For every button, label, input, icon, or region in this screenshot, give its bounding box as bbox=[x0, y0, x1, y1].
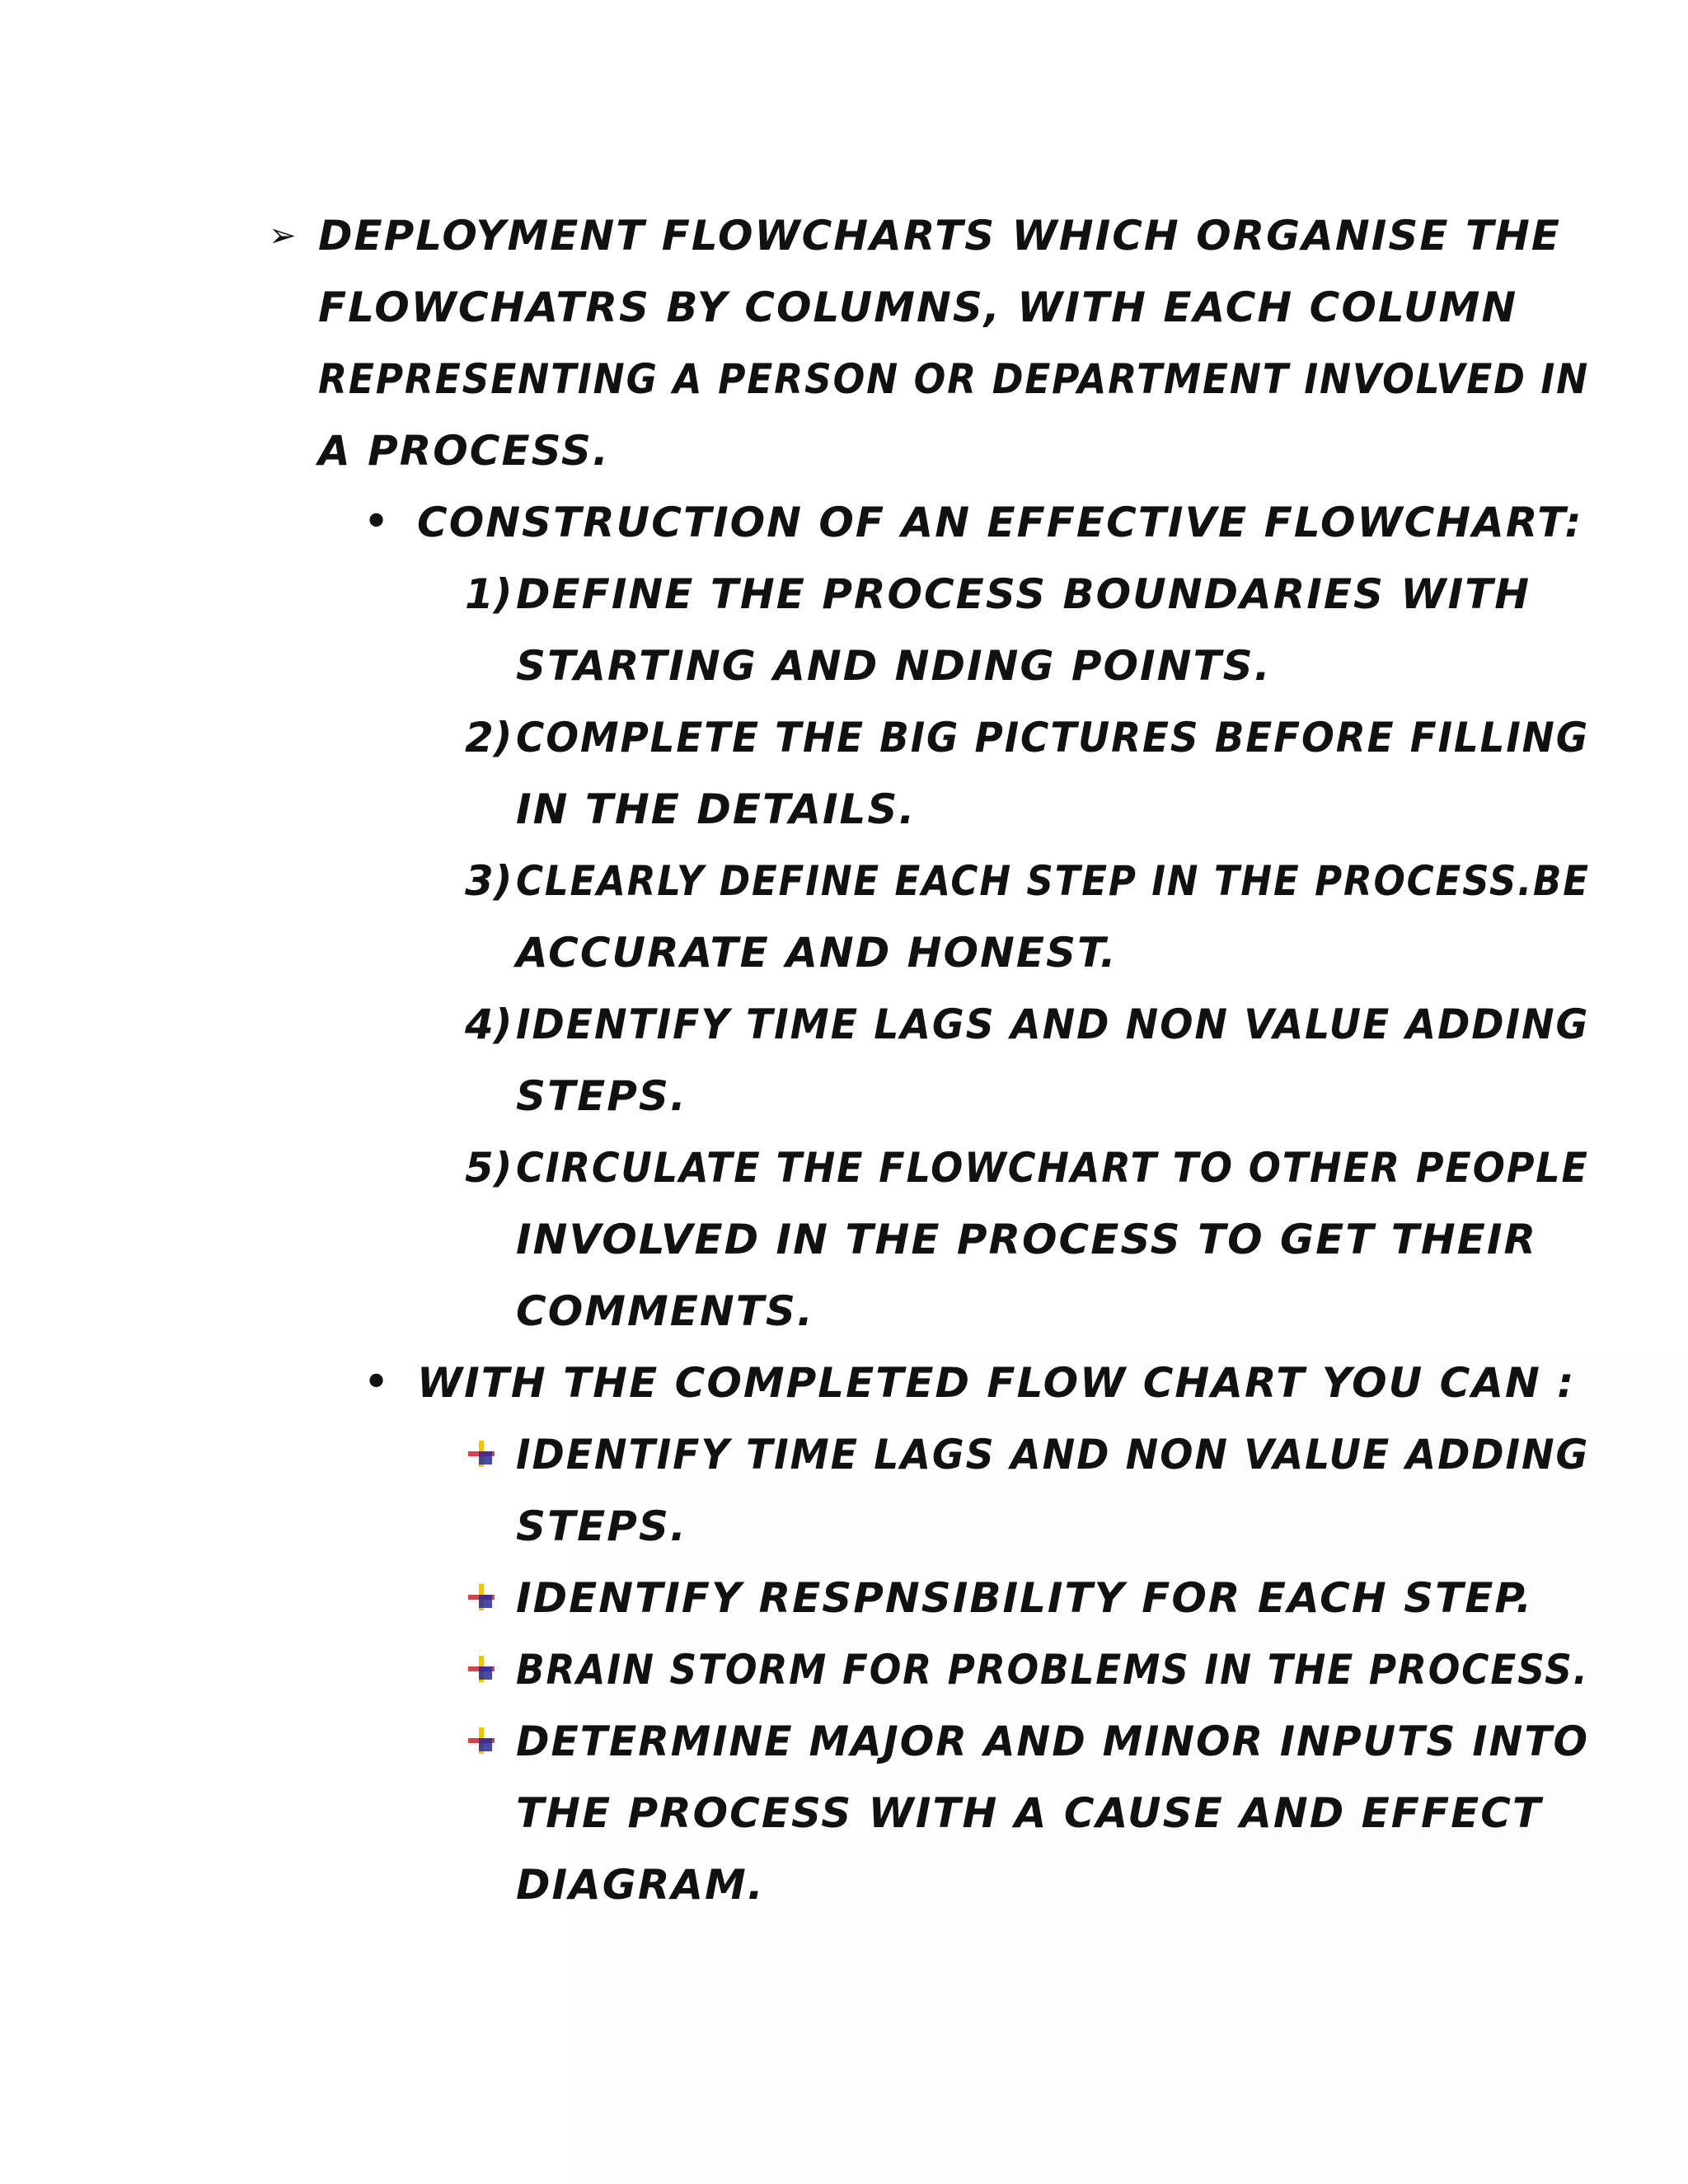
plus-bullet-icon bbox=[467, 1582, 496, 1612]
plus-bullet-icon bbox=[467, 1439, 496, 1469]
step-number-4: 4) bbox=[465, 1001, 513, 1048]
completed-item-4-line-3: DIAGRAM. bbox=[516, 1861, 765, 1909]
completed-item-1-line-1: IDENTIFY TIME LAGS AND NON VALUE ADDING bbox=[516, 1431, 1590, 1479]
step-5-line-2: INVOLVED IN THE PROCESS TO GET THEIR bbox=[516, 1216, 1537, 1263]
section-line-1: DEPLOYMENT FLOWCHARTS WHICH ORGANISE THE bbox=[318, 212, 1562, 260]
step-number-3: 3) bbox=[465, 857, 513, 905]
completed-item-2-line-1: IDENTIFY RESPNSIBILITY FOR EACH STEP. bbox=[516, 1574, 1534, 1622]
step-3-line-1: CLEARLY DEFINE EACH STEP IN THE PROCESS.BE bbox=[516, 857, 1590, 905]
step-3-line-2: ACCURATE AND HONEST. bbox=[516, 929, 1118, 977]
construction-heading: CONSTRUCTION OF AN EFFECTIVE FLOWCHART: bbox=[417, 499, 1583, 546]
step-5-line-1: CIRCULATE THE FLOWCHART TO OTHER PEOPLE bbox=[516, 1144, 1589, 1192]
step-1-line-1: DEFINE THE PROCESS BOUNDARIES WITH bbox=[516, 570, 1531, 618]
completed-item-1-line-2: STEPS. bbox=[516, 1502, 687, 1550]
step-number-2: 2) bbox=[465, 714, 513, 762]
section-line-4: A PROCESS. bbox=[318, 427, 610, 475]
step-2-line-2: IN THE DETAILS. bbox=[516, 785, 917, 833]
completed-item-4-line-2: THE PROCESS WITH A CAUSE AND EFFECT bbox=[516, 1789, 1543, 1837]
completed-item-4-line-1: DETERMINE MAJOR AND MINOR INPUTS INTO bbox=[516, 1718, 1589, 1765]
bullet-dot-icon: • bbox=[363, 1356, 391, 1409]
plus-bullet-icon bbox=[467, 1726, 496, 1755]
completed-heading: WITH THE COMPLETED FLOW CHART YOU CAN : bbox=[417, 1359, 1576, 1407]
step-2-line-1: COMPLETE THE BIG PICTURES BEFORE FILLING bbox=[516, 714, 1590, 762]
bullet-dot-icon: • bbox=[363, 495, 391, 549]
step-number-1: 1) bbox=[465, 570, 513, 618]
step-4-line-1: IDENTIFY TIME LAGS AND NON VALUE ADDING bbox=[516, 1001, 1590, 1048]
step-1-line-2: STARTING AND NDING POINTS. bbox=[516, 642, 1272, 690]
section-line-2: FLOWCHATRS BY COLUMNS, WITH EACH COLUMN bbox=[318, 284, 1518, 331]
completed-item-3-line-1: BRAIN STORM FOR PROBLEMS IN THE PROCESS. bbox=[516, 1646, 1589, 1694]
step-4-line-2: STEPS. bbox=[516, 1072, 687, 1120]
plus-bullet-icon bbox=[467, 1654, 496, 1684]
arrow-bullet-icon: ➢ bbox=[269, 217, 297, 255]
section-line-3: REPRESENTING A PERSON OR DEPARTMENT INVOLVED IN bbox=[318, 355, 1590, 403]
step-5-line-3: COMMENTS. bbox=[516, 1287, 814, 1335]
step-number-5: 5) bbox=[465, 1144, 513, 1192]
